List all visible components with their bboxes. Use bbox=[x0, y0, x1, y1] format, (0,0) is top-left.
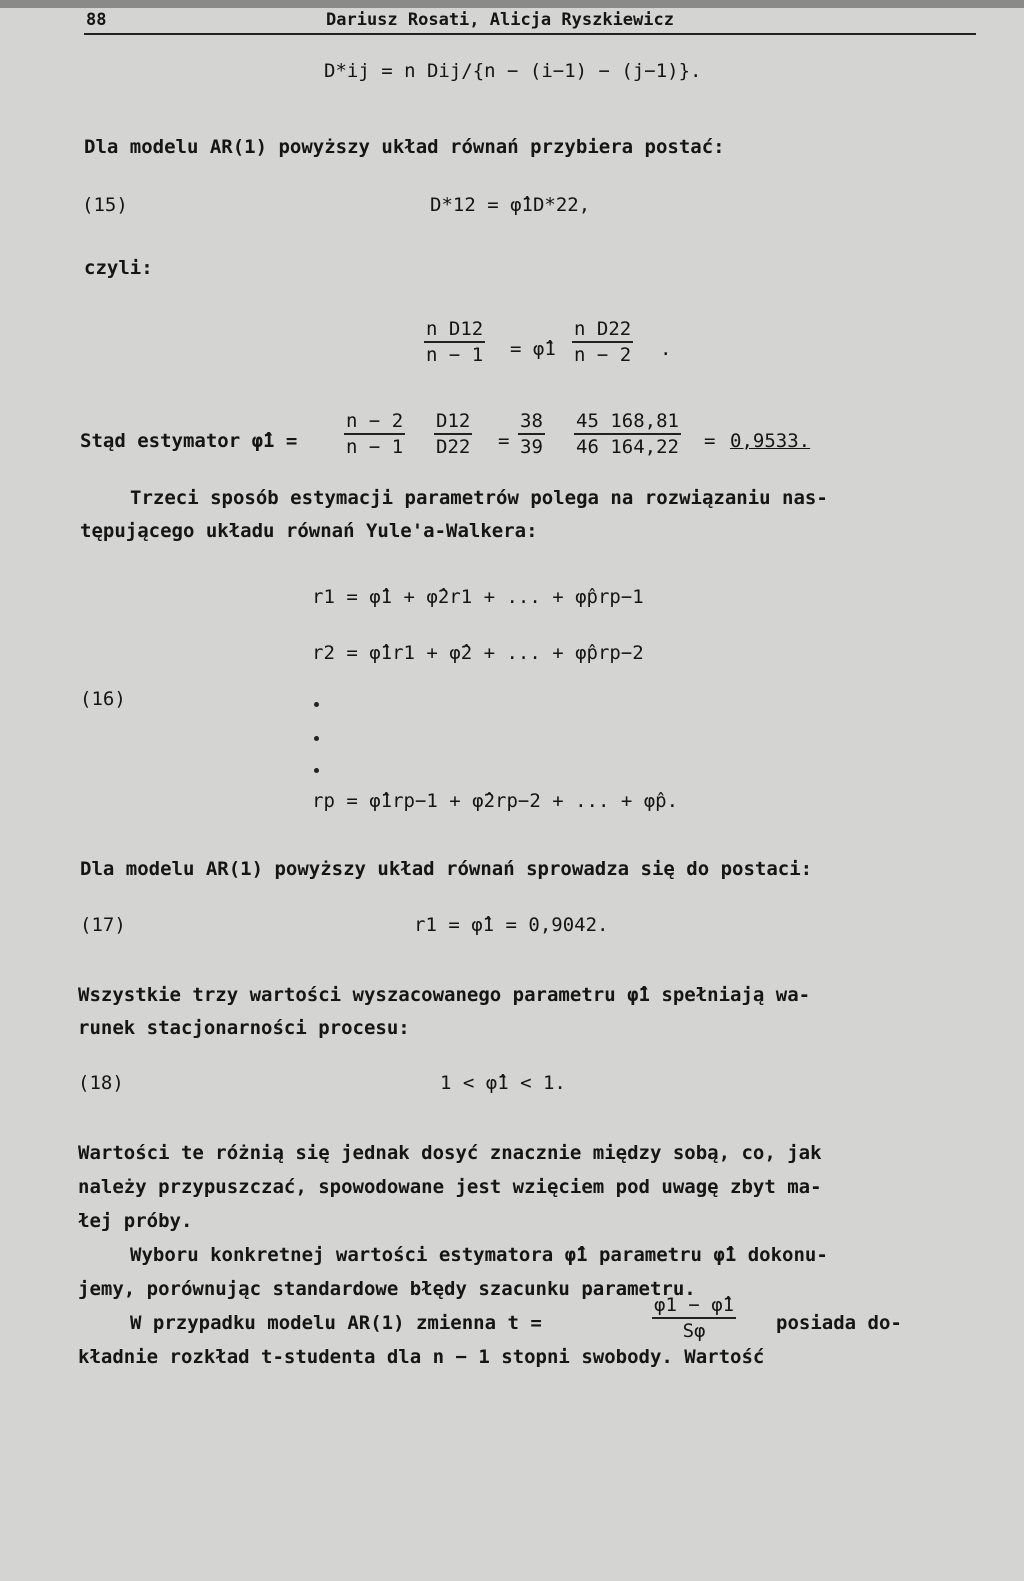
equation-top: D*ij = n Dij/{n − (i−1) − (j−1)}. bbox=[324, 60, 702, 82]
fraction-denominator: n − 1 bbox=[426, 344, 484, 366]
equation-16-r1: r1 = φ̂1 + φ̂2r1 + ... + φ̂prp−1 bbox=[312, 586, 644, 608]
equation-18: 1 < φ̂1 < 1. bbox=[440, 1072, 566, 1094]
fraction-numerator: 38 bbox=[518, 410, 545, 435]
fraction-numerator: n − 2 bbox=[344, 410, 405, 435]
estimator-result: 0,9533. bbox=[730, 430, 811, 452]
scan-top-edge bbox=[0, 0, 1024, 8]
paragraph-4-line-1: Wszystkie trzy wartości wyszacowanego parametru φ̂1 spełniają wa- bbox=[78, 984, 811, 1006]
paragraph-7-prefix: W przypadku modelu AR(1) zmienna t = bbox=[130, 1312, 542, 1334]
fraction-denominator: 46 164,22 bbox=[576, 436, 679, 458]
estimator-fraction-1 bbox=[344, 410, 405, 458]
estimator-fraction-3 bbox=[518, 410, 545, 458]
equation-16-r2: r2 = φ̂1r1 + φ̂2 + ... + φ̂prp−2 bbox=[312, 642, 644, 664]
page-number: 88 bbox=[86, 10, 107, 30]
estimator-fraction-2 bbox=[434, 410, 472, 458]
equation-17: r1 = φ̂1 = 0,9042. bbox=[414, 914, 609, 936]
ellipsis-dot bbox=[314, 736, 319, 741]
fraction-nd12 bbox=[424, 318, 485, 366]
fraction-numerator: 45 168,81 bbox=[574, 410, 681, 435]
equation-15: D*12 = φ̂1D*22, bbox=[430, 194, 591, 216]
estimator-prefix: Stąd estymator φ̂1 = bbox=[80, 430, 298, 452]
paragraph-1: Dla modelu AR(1) powyższy układ równań przybiera postać: bbox=[84, 136, 725, 158]
paragraph-6-line-2: jemy, porównując standardowe błędy szacunku parametru. bbox=[78, 1278, 696, 1300]
paragraph-2-line-1: Trzeci sposób estymacji parametrów polega na rozwiązaniu nas- bbox=[130, 487, 828, 509]
fraction-denominator: Sφ bbox=[682, 1320, 706, 1342]
running-title: Dariusz Rosati, Alicja Ryszkiewicz bbox=[326, 10, 674, 30]
fraction-numerator: n D22 bbox=[572, 318, 633, 343]
fraction-numerator: D12 bbox=[434, 410, 472, 435]
paragraph-3: Dla modelu AR(1) powyższy układ równań sprowadza się do postaci: bbox=[80, 858, 813, 880]
estimator-fraction-4 bbox=[574, 410, 681, 458]
fraction-denominator: n − 1 bbox=[346, 436, 404, 458]
paragraph-2-line-2: tępującego układu równań Yule'a-Walkera: bbox=[80, 520, 538, 542]
equation-17-label: (17) bbox=[80, 914, 126, 936]
equals-sign: = bbox=[704, 430, 716, 452]
fraction-nd22 bbox=[572, 318, 633, 366]
equation-15-label: (15) bbox=[82, 194, 128, 216]
fraction-numerator: φ1 − φ̂1 bbox=[652, 1294, 736, 1319]
equation-16-label: (16) bbox=[80, 688, 126, 710]
equation-16-rp: rp = φ̂1rp−1 + φ̂2rp−2 + ... + φ̂p. bbox=[312, 790, 679, 812]
paragraph-5-line-2: należy przypuszczać, spowodowane jest wzięciem pod uwagę zbyt ma- bbox=[78, 1176, 822, 1198]
equals-sign: = bbox=[498, 430, 510, 452]
czyli-text: czyli: bbox=[84, 257, 153, 279]
fraction-equals-phi: = φ̂1 bbox=[510, 338, 556, 360]
t-statistic-fraction bbox=[652, 1294, 736, 1342]
fraction-denominator: D22 bbox=[436, 436, 471, 458]
paragraph-7-suffix: posiada do- bbox=[776, 1312, 902, 1334]
fraction-denominator: n − 2 bbox=[574, 344, 632, 366]
header-rule bbox=[84, 33, 976, 35]
fraction-period: . bbox=[660, 338, 672, 360]
fraction-numerator: n D12 bbox=[424, 318, 485, 343]
paragraph-7-line-2: kładnie rozkład t-studenta dla n − 1 stopni swobody. Wartość bbox=[78, 1346, 765, 1368]
paragraph-6-line-1: Wyboru konkretnej wartości estymatora φ̂1 parametru φ̂1 dokonu- bbox=[130, 1244, 828, 1266]
ellipsis-dot bbox=[314, 702, 319, 707]
ellipsis-dot bbox=[314, 768, 319, 773]
paragraph-5-line-3: łej próby. bbox=[78, 1210, 193, 1232]
equation-18-label: (18) bbox=[78, 1072, 124, 1094]
fraction-denominator: 39 bbox=[520, 436, 543, 458]
paragraph-4-line-2: runek stacjonarności procesu: bbox=[78, 1017, 410, 1039]
paragraph-5-line-1: Wartości te różnią się jednak dosyć znacznie między sobą, co, jak bbox=[78, 1142, 822, 1164]
